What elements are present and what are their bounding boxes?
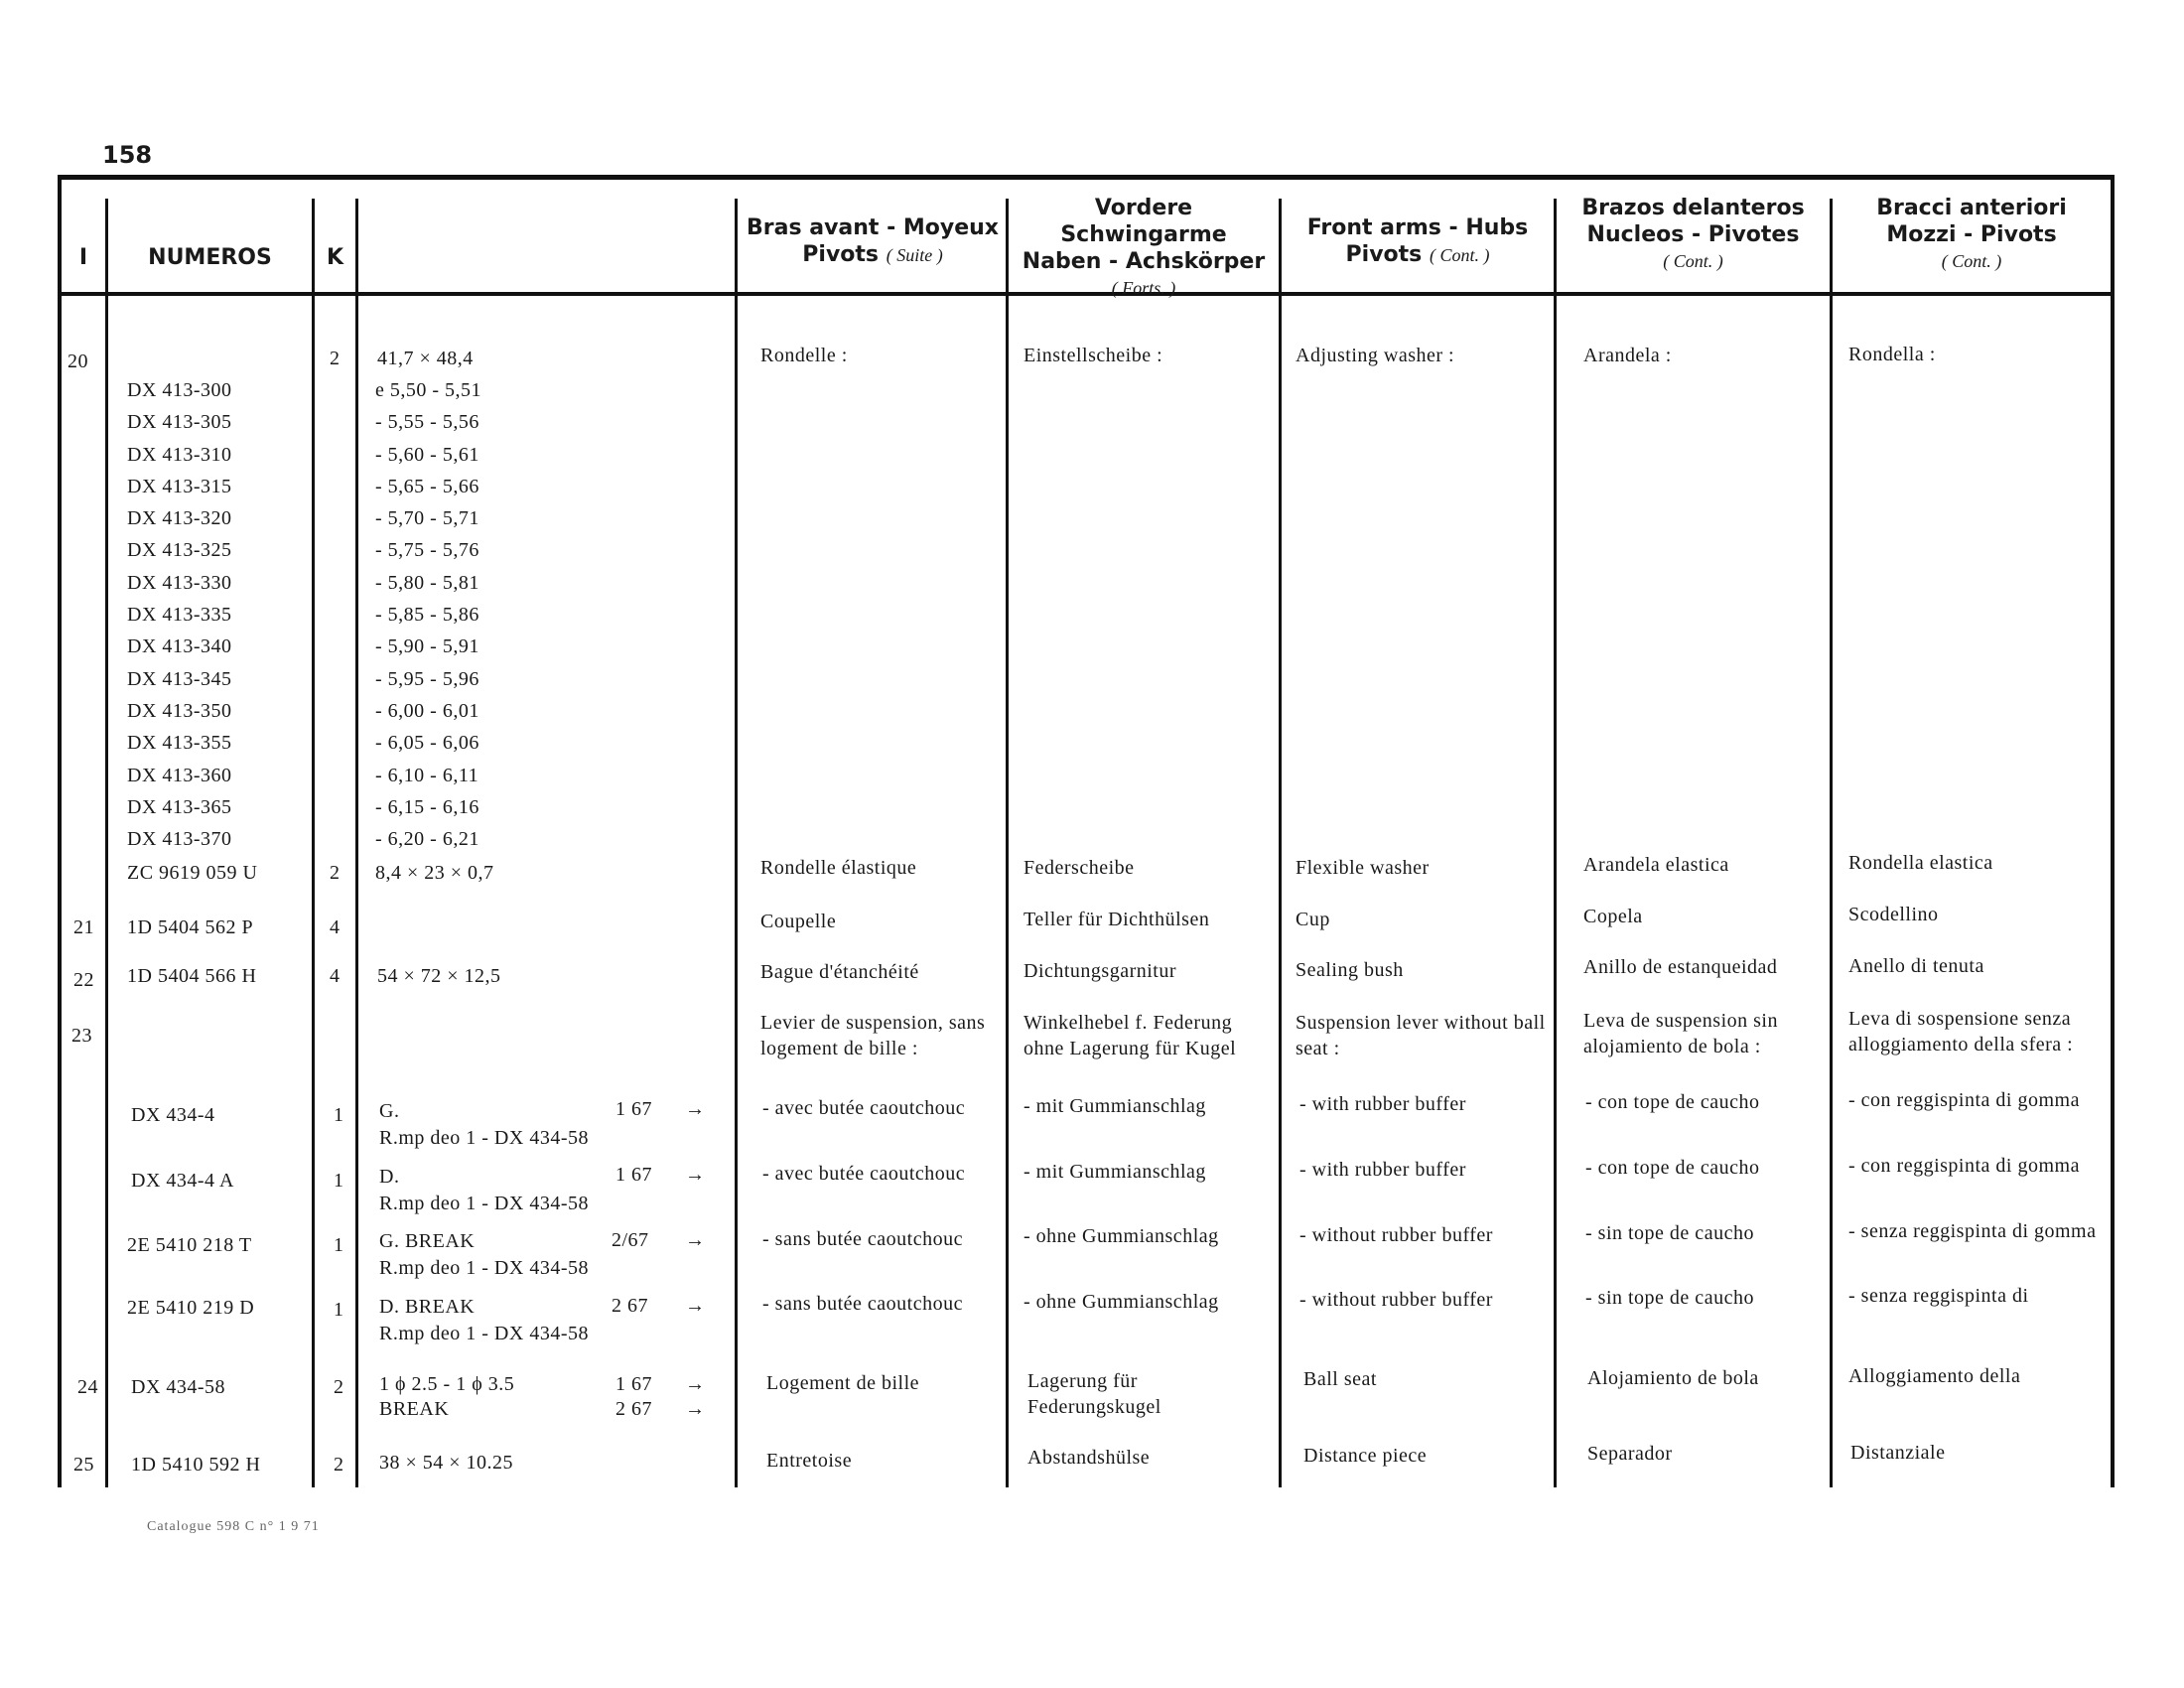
header-italian-line2: Mozzi - Pivots — [1886, 222, 2057, 247]
header-spanish-title: Brazos delanteros — [1581, 196, 1805, 220]
cell-date: 1 67 — [615, 1373, 652, 1395]
list-item — [127, 698, 544, 730]
cell-numero: DX 413-300 — [127, 379, 232, 401]
cell-numero: DX 413-310 — [127, 443, 232, 466]
header-english-title: Front arms - Hubs — [1306, 215, 1529, 240]
cell-french: Bague d'étanchéité — [760, 961, 919, 983]
cell-i: 22 — [73, 969, 94, 991]
cell-spec: - 6,10 - 6,11 — [375, 764, 479, 786]
cell-french: Coupelle — [760, 911, 837, 932]
cell-date: 2 67 — [615, 1398, 652, 1420]
cell-numero: ZC 9619 059 U — [127, 862, 258, 884]
cell-italian: - con reggispinta di gomma — [1848, 1155, 2080, 1177]
cell-italian: Rondella elastica — [1848, 852, 1993, 874]
cell-i: 24 — [77, 1376, 98, 1398]
cell-spanish: Copela — [1583, 906, 1643, 927]
cell-italian: Alloggiamento della — [1848, 1365, 2021, 1387]
cell-german: - mit Gummianschlag — [1024, 1095, 1206, 1117]
cell-english: - with rubber buffer — [1299, 1159, 1466, 1181]
cell-spec: 41,7 × 48,4 — [377, 348, 474, 369]
cell-numero: DX 413-305 — [127, 411, 232, 434]
cell-spanish: Alojamiento de bola — [1587, 1367, 1759, 1389]
list-item — [127, 537, 544, 569]
cell-numero: DX 434-4 A — [131, 1170, 234, 1192]
cell-german: Lagerung für Federungskugel — [1027, 1370, 1161, 1418]
cell-english: - with rubber buffer — [1299, 1093, 1466, 1115]
cell-spec: 1 ϕ 2.5 - 1 ϕ 3.5 — [379, 1373, 515, 1395]
cell-english: - without rubber buffer — [1299, 1224, 1493, 1246]
arrow-icon: → — [685, 1295, 705, 1317]
list-item — [127, 570, 544, 602]
cell-spec: G. BREAK — [379, 1230, 476, 1252]
cell-numero: DX 413-335 — [127, 604, 232, 627]
cell-german: - ohne Gummianschlag — [1024, 1225, 1219, 1247]
header-french-sub: ( Suite ) — [886, 245, 943, 265]
cell-k: 4 — [330, 965, 341, 987]
cell-numero: DX 413-370 — [127, 828, 232, 851]
cell-french: Levier de suspension, sans logement de bille : — [760, 1012, 986, 1059]
cell-spanish: Arandela elastica — [1583, 854, 1729, 876]
cell-i: 21 — [73, 916, 94, 938]
cell-french: Entretoise — [766, 1450, 853, 1472]
cell-date: 1 67 — [615, 1098, 652, 1120]
cell-k: 1 — [334, 1104, 344, 1126]
cell-k: 1 — [334, 1170, 344, 1192]
list-item — [127, 442, 544, 474]
cell-french: - avec butée caoutchouc — [762, 1097, 966, 1119]
header-german-sub: ( Forts. ) — [1111, 278, 1176, 298]
list-item — [127, 666, 544, 698]
cell-numero: DX 413-320 — [127, 507, 232, 530]
col-rule-de — [1279, 199, 1282, 1487]
arrow-icon: → — [685, 1098, 705, 1120]
cell-italian: Scodellino — [1848, 904, 1939, 925]
cell-spec: - 6,05 - 6,06 — [375, 732, 479, 755]
cell-spanish: - con tope de caucho — [1585, 1091, 1760, 1113]
header-italian-title: Bracci anteriori — [1876, 196, 2067, 220]
cell-french: Rondelle : — [760, 345, 848, 366]
cell-spec: 38 × 54 × 10.25 — [379, 1452, 514, 1474]
cell-numero: DX 413-350 — [127, 699, 232, 722]
cell-numero: 2E 5410 219 D — [127, 1297, 255, 1319]
cell-k: 2 — [334, 1454, 344, 1476]
cell-italian: Distanziale — [1850, 1442, 1946, 1464]
cell-date: 2/67 — [612, 1229, 649, 1251]
cell-k: 1 — [334, 1299, 344, 1321]
cell-english: - without rubber buffer — [1299, 1289, 1493, 1311]
cell-italian: Anello di tenuta — [1848, 955, 1984, 977]
cell-german: Dichtungsgarnitur — [1024, 960, 1177, 982]
cell-spec: D. — [379, 1166, 400, 1188]
cell-spanish: Separador — [1587, 1443, 1673, 1465]
cell-numero: 2E 5410 218 T — [127, 1234, 252, 1256]
cell-spec: - 6,00 - 6,01 — [375, 699, 479, 722]
cell-k: 2 — [330, 862, 341, 884]
arrow-icon: → — [685, 1229, 705, 1251]
cell-english: Suspension lever without ball seat : — [1296, 1012, 1546, 1059]
header-italian — [1833, 195, 2111, 275]
cell-spec-note: BREAK — [379, 1398, 450, 1420]
list-item — [127, 505, 544, 537]
cell-k: 2 — [330, 348, 341, 369]
list-item — [127, 474, 544, 505]
cell-spec: - 5,65 - 5,66 — [375, 475, 479, 497]
list-item — [127, 377, 544, 409]
cell-numero: 1D 5404 562 P — [127, 916, 254, 938]
cell-spec: 8,4 × 23 × 0,7 — [375, 862, 494, 884]
cell-italian: - senza reggispinta di — [1848, 1285, 2029, 1307]
cell-numero: DX 413-355 — [127, 732, 232, 755]
cell-italian: - senza reggispinta di gomma — [1848, 1220, 2097, 1242]
cell-numero: 1D 5404 566 H — [127, 965, 257, 987]
cell-spec: - 5,70 - 5,71 — [375, 507, 479, 530]
cell-spec: - 5,90 - 5,91 — [375, 635, 479, 658]
cell-numero: DX 413-365 — [127, 795, 232, 818]
cell-numero: DX 413-330 — [127, 571, 232, 594]
cell-spec: G. — [379, 1100, 400, 1122]
header-french-title: Bras avant - Moyeux — [747, 215, 999, 240]
cell-german: Abstandshülse — [1027, 1447, 1151, 1469]
cell-spanish: - sin tope de caucho — [1585, 1222, 1754, 1244]
cell-spec-note: R.mp deo 1 - DX 434-58 — [379, 1193, 589, 1214]
cell-i: 25 — [73, 1454, 94, 1476]
table-right-rule — [2111, 175, 2115, 1487]
col-rule-es — [1830, 199, 1833, 1487]
cell-spec: 54 × 72 × 12,5 — [377, 965, 501, 987]
cell-english: Ball seat — [1303, 1368, 1377, 1390]
cell-spec: e 5,50 - 5,51 — [375, 379, 482, 401]
cell-spec: D. BREAK — [379, 1296, 476, 1318]
cell-french: - avec butée caoutchouc — [762, 1163, 966, 1185]
cell-german: Einstellscheibe : — [1024, 345, 1163, 366]
cell-german: Federscheibe — [1024, 857, 1135, 879]
cell-date: 2 67 — [612, 1295, 648, 1317]
list-item — [127, 602, 544, 633]
col-rule-fr — [1006, 199, 1009, 1487]
cell-german: - mit Gummianschlag — [1024, 1161, 1206, 1183]
cell-german: - ohne Gummianschlag — [1024, 1291, 1219, 1313]
cell-spec-note: R.mp deo 1 - DX 434-58 — [379, 1323, 589, 1344]
header-italian-sub: ( Cont. ) — [1941, 251, 2002, 271]
cell-italian: Rondella : — [1848, 344, 1936, 365]
washer-list — [127, 377, 544, 858]
cell-spec: - 5,60 - 5,61 — [375, 443, 479, 466]
cell-french: Rondelle élastique — [760, 857, 917, 879]
cell-english: Flexible washer — [1296, 857, 1430, 879]
header-i: I — [78, 245, 88, 270]
cell-spanish: Leva de suspension sin alojamiento de bola : — [1583, 1010, 1778, 1057]
cell-french: - sans butée caoutchouc — [762, 1228, 963, 1250]
arrow-icon: → — [685, 1398, 705, 1420]
cell-spec: - 5,95 - 5,96 — [375, 667, 479, 690]
cell-numero: DX 413-360 — [127, 764, 232, 786]
cell-french: Logement de bille — [766, 1372, 920, 1394]
arrow-icon: → — [685, 1373, 705, 1395]
cell-french: - sans butée caoutchouc — [762, 1293, 963, 1315]
cell-numero: DX 434-4 — [131, 1104, 215, 1126]
cell-numero: DX 434-58 — [131, 1376, 226, 1398]
cell-spec: - 5,55 - 5,56 — [375, 411, 479, 434]
header-numeros: NUMEROS — [148, 245, 272, 270]
catalogue-footer: Catalogue 598 C n° 1 9 71 — [147, 1519, 320, 1534]
header-french — [740, 214, 1006, 269]
list-item — [127, 730, 544, 762]
cell-spec: - 5,80 - 5,81 — [375, 571, 479, 594]
list-item — [127, 794, 544, 826]
header-german — [1009, 195, 1279, 302]
cell-spec-note: R.mp deo 1 - DX 434-58 — [379, 1127, 589, 1149]
header-spanish — [1557, 195, 1830, 275]
col-rule-i — [105, 199, 108, 1487]
page-number: 158 — [102, 141, 153, 169]
cell-spec: - 5,85 - 5,86 — [375, 604, 479, 627]
cell-i: 23 — [71, 1025, 92, 1047]
header-k: K — [326, 245, 344, 270]
header-german-line2: Naben - Achskörper — [1022, 249, 1266, 274]
col-rule-spec — [735, 199, 738, 1487]
arrow-icon: → — [685, 1164, 705, 1186]
header-german-title: Vordere Schwingarme — [1060, 196, 1227, 247]
cell-k: 4 — [330, 916, 341, 938]
list-item — [127, 633, 544, 665]
cell-i: 20 — [68, 351, 88, 372]
cell-spec: - 6,15 - 6,16 — [375, 795, 479, 818]
header-spanish-line2: Nucleos - Pivotes — [1586, 222, 1800, 247]
list-item — [127, 409, 544, 441]
cell-k: 2 — [334, 1376, 344, 1398]
cell-date: 1 67 — [615, 1164, 652, 1186]
cell-numero: DX 413-345 — [127, 667, 232, 690]
cell-german: Winkelhebel f. Federung ohne Lagerung für Kugel — [1024, 1012, 1237, 1059]
cell-english: Sealing bush — [1296, 959, 1404, 981]
cell-german: Teller für Dichthülsen — [1024, 909, 1210, 930]
cell-spec: - 6,20 - 6,21 — [375, 828, 479, 851]
cell-numero: DX 413-325 — [127, 539, 232, 562]
list-item — [127, 763, 544, 794]
cell-numero: 1D 5410 592 H — [131, 1454, 261, 1476]
cell-k: 1 — [334, 1234, 344, 1256]
cell-italian: Leva di sospensione senza alloggiamento della sfera : — [1848, 1008, 2074, 1055]
header-english-line2: Pivots — [1345, 242, 1423, 267]
cell-italian: - con reggispinta di gomma — [1848, 1089, 2080, 1111]
header-english-sub: ( Cont. ) — [1429, 245, 1490, 265]
cell-spanish: - sin tope de caucho — [1585, 1287, 1754, 1309]
cell-spec: - 5,75 - 5,76 — [375, 539, 479, 562]
cell-spec-note: R.mp deo 1 - DX 434-58 — [379, 1257, 589, 1279]
col-rule-en — [1554, 199, 1557, 1487]
table-top-rule — [58, 175, 2115, 180]
cell-numero: DX 413-340 — [127, 635, 232, 658]
header-french-line2: Pivots — [802, 242, 880, 267]
cell-english: Cup — [1296, 909, 1330, 930]
cell-english: Adjusting washer : — [1296, 345, 1455, 366]
header-spanish-sub: ( Cont. ) — [1663, 251, 1723, 271]
header-english — [1282, 214, 1554, 269]
cell-spanish: Anillo de estanqueidad — [1583, 956, 1778, 978]
cell-spanish: Arandela : — [1583, 345, 1672, 366]
list-item — [127, 826, 544, 858]
table-left-rule — [58, 175, 62, 1487]
cell-numero: DX 413-315 — [127, 475, 232, 497]
cell-english: Distance piece — [1303, 1445, 1428, 1467]
cell-spanish: - con tope de caucho — [1585, 1157, 1760, 1179]
